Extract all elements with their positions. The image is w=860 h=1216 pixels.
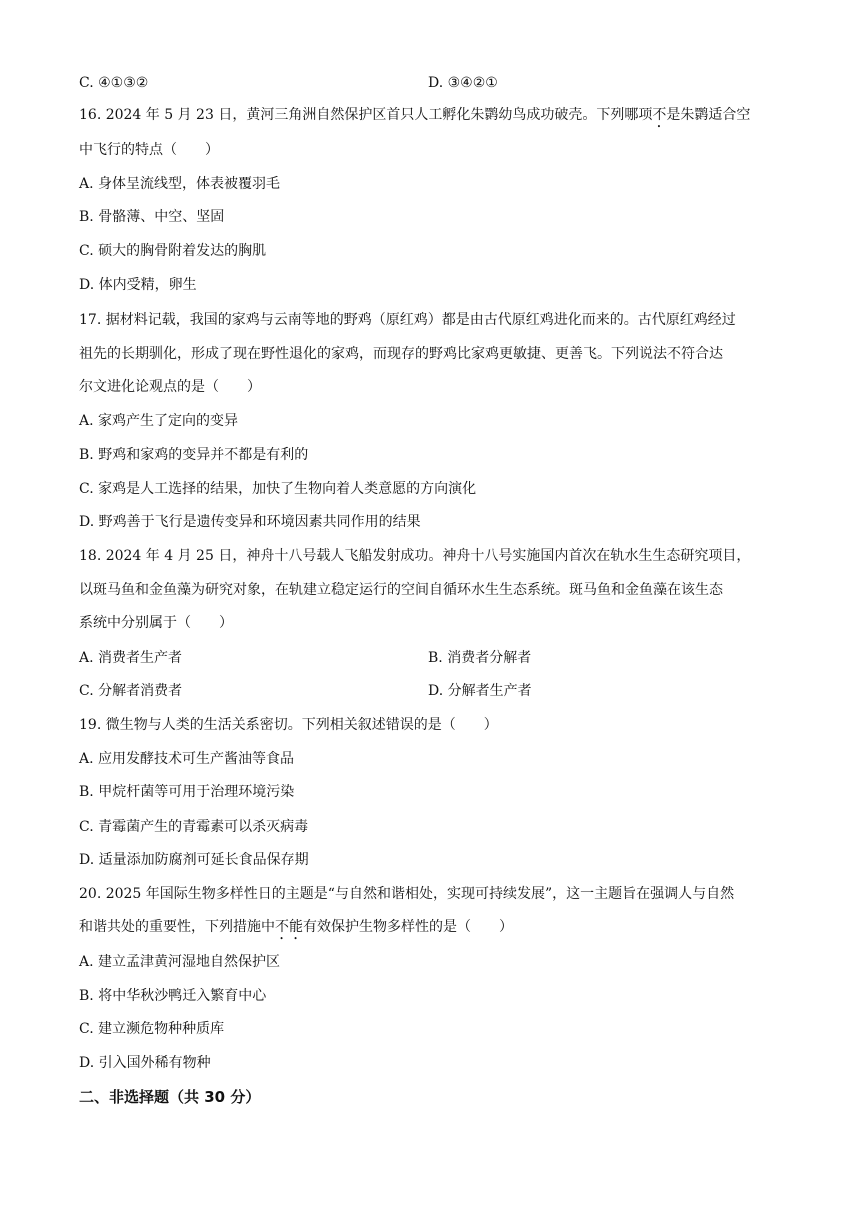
q16-option-d: D. 体内受精，卵生 (79, 277, 197, 293)
q20-option-d: D. 引入国外稀有物种 (79, 1055, 211, 1071)
q17-option-d: D. 野鸡善于飞行是遗传变异和环境因素共同作用的结果 (79, 514, 421, 530)
q16-option-a: A. 身体呈流线型，体表被覆羽毛 (79, 176, 281, 192)
q20-option-a: A. 建立孟津黄河湿地自然保护区 (79, 954, 281, 970)
q18-option-a: A. 消费者生产者 (79, 650, 183, 666)
q16-stem-line2: 中飞行的特点（ ） (79, 142, 219, 158)
q17-option-c: C. 家鸡是人工选择的结果，加快了生物向着人类意愿的方向演化 (79, 481, 477, 497)
q18-option-d: D. 分解者生产者 (428, 683, 532, 699)
q17-option-a: A. 家鸡产生了定向的变异 (79, 413, 239, 429)
q19-option-a: A. 应用发酵技术可生产酱油等食品 (79, 751, 295, 767)
q20-stem-line1: 20. 2025 年国际生物多样性日的主题是“与自然和谐相处，实现可持续发展”，这一主题旨在强调人与自然 (79, 886, 735, 902)
q19-option-d: D. 适量添加防腐剂可延长食品保存期 (79, 852, 309, 868)
q17-option-b: B. 野鸡和家鸡的变异并不都是有利的 (79, 447, 309, 463)
q19-stem: 19. 微生物与人类的生活关系密切。下列相关叙述错误的是（ ） (79, 717, 498, 733)
q18-option-c: C. 分解者消费者 (79, 683, 183, 699)
q16-stem-text-end: 是朱鹮适合空 (666, 107, 751, 123)
q16-option-b: B. 骨骼薄、中空、坚固 (79, 209, 225, 225)
q20-stem-text-end: 有效保护生物多样性的是（ ） (303, 919, 513, 935)
q20-stem-text: 和谐共处的重要性，下列措施中 (79, 919, 275, 935)
q18-stem-line3: 系统中分别属于（ ） (79, 615, 233, 631)
q19-option-b: B. 甲烷杆菌等可用于治理环境污染 (79, 784, 295, 800)
q18-stem-line1: 18. 2024 年 4 月 25 日，神舟十八号载人飞船发射成功。神舟十八号实施国内首次在轨水生生态研究项目， (79, 548, 751, 564)
q16-stem (79, 105, 820, 131)
q20-option-b: B. 将中华秋沙鸭迁入繁育中心 (79, 988, 267, 1004)
q19-option-c: C. 青霉菌产生的青霉素可以杀灭病毒 (79, 819, 309, 835)
q16-stem-text: 16. 2024 年 5 月 23 日，黄河三角洲自然保护区首只人工孵化朱鹮幼鸟成功破壳。下列哪项 (79, 107, 653, 123)
section-heading: 二、非选择题（共 30 分） (79, 1088, 261, 1106)
q17-stem-line3: 尔文进化论观点的是（ ） (79, 379, 261, 395)
q20-stem-line2 (79, 917, 820, 943)
q16-emphasis: 不 (652, 107, 667, 123)
q15-option-c: C. ④①③② (79, 75, 149, 91)
q18-stem-line2: 以斑马鱼和金鱼藻为研究对象，在轨建立稳定运行的空间自循环水生生态系统。斑马鱼和金鱼藻在该生态 (79, 582, 723, 598)
q15-option-d: D. ③④②① (428, 75, 498, 91)
q20-emphasis: 不能 (275, 919, 303, 935)
q17-stem-line1: 17. 据材料记载，我国的家鸡与云南等地的野鸡（原红鸡）都是由古代原红鸡进化而来的。古代原红鸡经过 (79, 312, 736, 328)
q20-option-c: C. 建立濒危物种种质库 (79, 1021, 225, 1037)
q16-option-c: C. 硕大的胸骨附着发达的胸肌 (79, 243, 267, 259)
q18-option-b: B. 消费者分解者 (428, 650, 532, 666)
q17-stem-line2: 祖先的长期驯化，形成了现在野性退化的家鸡，而现存的野鸡比家鸡更敏捷、更善飞。下列说法不符合达 (79, 346, 723, 362)
